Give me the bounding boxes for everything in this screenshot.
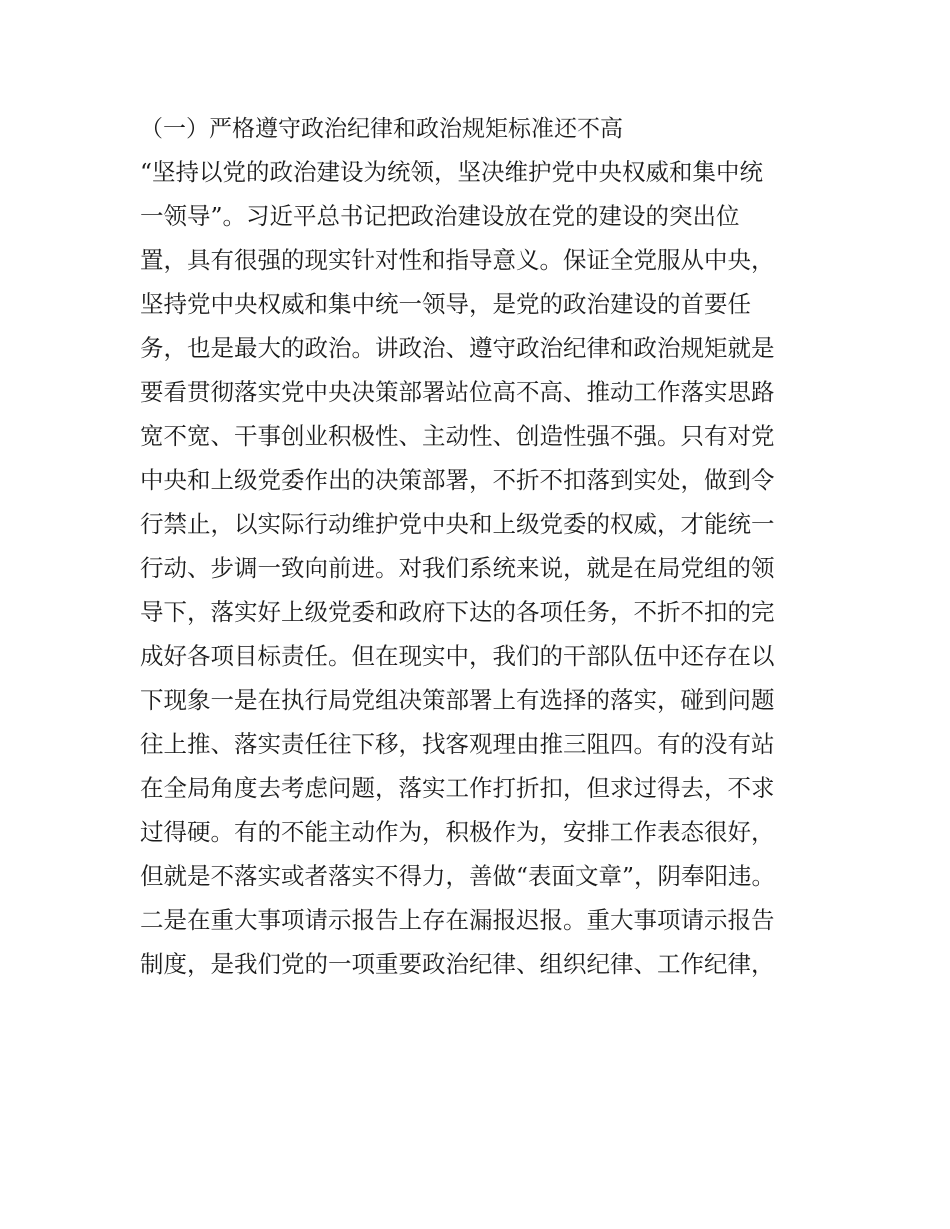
- paragraph-line: 要看贯彻落实党中央决策部署站位高不高、推动工作落实思路: [140, 378, 775, 406]
- paragraph-line: 二是在重大事项请示报告上存在漏报迟报。重大事项请示报告: [140, 906, 775, 934]
- paragraph-line: 成好各项目标责任。但在现实中，我们的干部队伍中还存在以: [140, 642, 775, 670]
- section-heading: （一）严格遵守政治纪律和政治规矩标准还不高: [140, 116, 623, 142]
- paragraph-line: 但就是不落实或者落实不得力，善做“表面文章”，阴奉阳违。: [140, 862, 776, 890]
- paragraph-line: 务，也是最大的政治。讲政治、遵守政治纪律和政治规矩就是: [140, 334, 775, 362]
- paragraph-line: 行禁止，以实际行动维护党中央和上级党委的权威，才能统一: [140, 510, 775, 538]
- paragraph-line: 制度，是我们党的一项重要政治纪律、组织纪律、工作纪律，: [140, 950, 775, 978]
- paragraph-line: 过得硬。有的不能主动作为，积极作为，安排工作表态很好，: [140, 818, 775, 846]
- paragraph-line: 导下，落实好上级党委和政府下达的各项任务，不折不扣的完: [140, 598, 775, 626]
- paragraph-line: 宽不宽、干事创业积极性、主动性、创造性强不强。只有对党: [140, 422, 775, 450]
- paragraph-line: 一领导”。习近平总书记把政治建设放在党的建设的突出位: [140, 202, 740, 230]
- paragraph-line: 行动、步调一致向前进。对我们系统来说，就是在局党组的领: [140, 554, 775, 582]
- paragraph-line: “坚持以党的政治建设为统领，坚决维护党中央权威和集中统: [140, 158, 764, 186]
- paragraph-line: 下现象一是在执行局党组决策部署上有选择的落实，碰到问题: [140, 686, 775, 714]
- paragraph-line: 往上推、落实责任往下移，找客观理由推三阻四。有的没有站: [140, 730, 775, 758]
- document-body: [140, 108, 812, 986]
- paragraph-line: 中央和上级党委作出的决策部署，不折不扣落到实处，做到令: [140, 466, 775, 494]
- paragraph-line: 在全局角度去考虑问题，落实工作打折扣，但求过得去，不求: [140, 774, 775, 802]
- paragraph-line: 坚持党中央权威和集中统一领导，是党的政治建设的首要任: [140, 290, 751, 318]
- paragraph-line: 置，具有很强的现实针对性和指导意义。保证全党服从中央，: [140, 246, 775, 274]
